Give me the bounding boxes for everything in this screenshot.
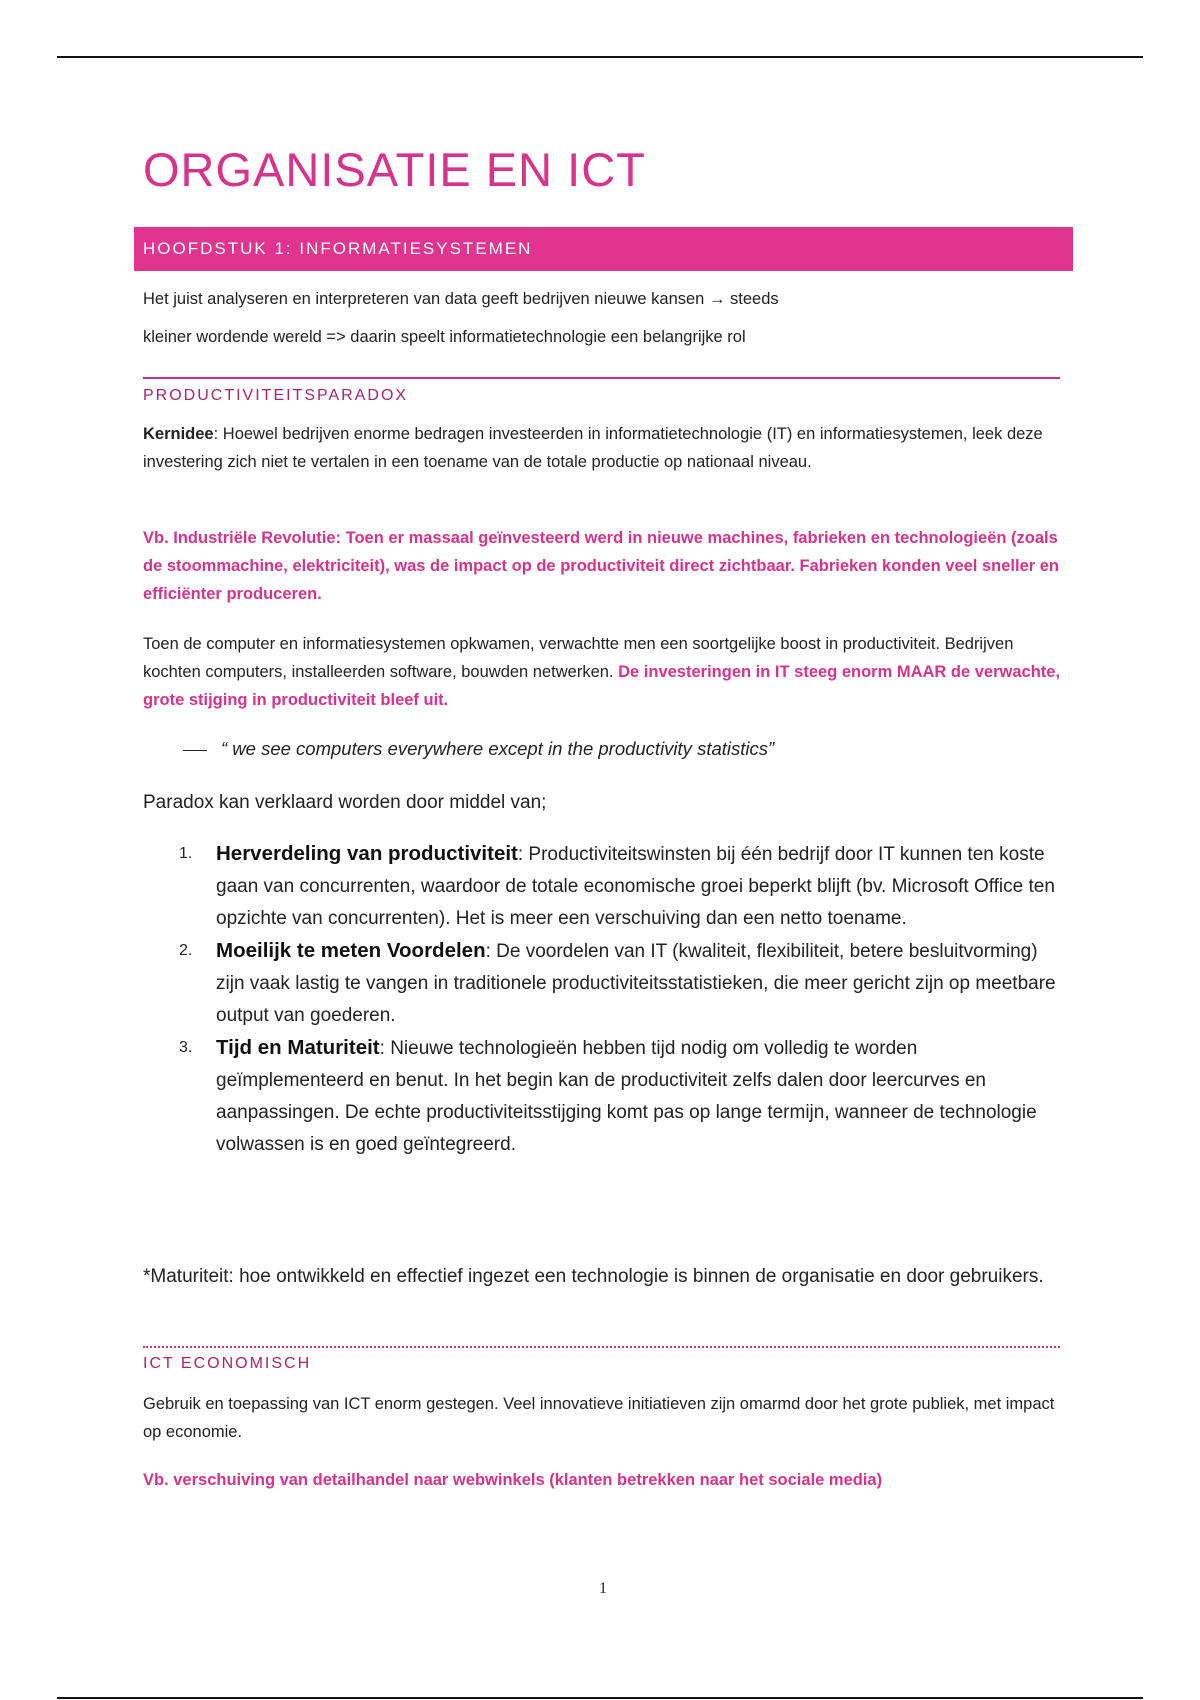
computer-paragraph-text: Toen de computer en informatiesystemen opkwamen, verwachtte men een soortgelijke boost in productiviteit. Bedrijven kochten computers, installeerden software, bouwden netwerken. [143, 635, 1014, 681]
intro-line: Het juist analyseren en interpreteren van data geeft bedrijven nieuwe kansen → steeds [143, 290, 779, 308]
list-item-text: : De voordelen van IT (kwaliteit, flexibiliteit, betere besluitvorming) zijn vaak lastig te vangen in traditionele productiviteitsstatistieken, die meer gericht zijn op meetbare output van goederen. [216, 941, 1056, 1026]
paradox-reasons-list [143, 838, 1063, 1161]
maturiteit-note: *Maturiteit: hoe ontwikkeld en effectief ingezet een technologie is binnen de organisatie en door gebruikers. [143, 1266, 1044, 1287]
example-industriele-revolutie: Vb. Industriële Revolutie: Toen er massaal geïnvesteerd werd in nieuwe machines, fabrieken en technologieën (zoals de stoommachine, elektriciteit), was de impact op de productiviteit direct zichtbaar. Fabrieken konden veel sneller en efficiënter produceren. [143, 529, 1060, 603]
list-item [143, 935, 1063, 1032]
list-item [143, 1032, 1063, 1161]
list-item-term: Tijd en Maturiteit [216, 1036, 380, 1059]
list-item-text: : Productiviteitswinsten bij één bedrijf door IT kunnen ten koste gaan van concurrenten, waardoor de totale economische groei beperkt blijft (bv. Microsoft Office ten opzichte van concurrenten). Het is meer een verschuiving dan een netto toename. [216, 844, 1055, 929]
quote [183, 738, 774, 760]
chapter-heading: HOOFDSTUK 1: INFORMATIESYSTEMEN [134, 227, 1073, 271]
list-item-number: 2. [179, 942, 193, 959]
kernidee-paragraph [143, 420, 1063, 476]
quote-text: “ we see computers everywhere except in the productivity statistics” [221, 738, 775, 759]
list-item-text: : Nieuwe technologieën hebben tijd nodig om volledig te worden geïmplementeerd en benut. In het begin kan de productiviteit zelfs dalen door leercurves en aanpassingen. De echte productiviteitsstijging komt pas op lange termijn, wanneer de technologie volwassen is en goed geïntegreerd. [216, 1038, 1037, 1155]
list-item-term: Herverdeling van productiviteit [216, 842, 518, 865]
paradox-intro: Paradox kan verklaard worden door middel van; [143, 792, 547, 813]
kernidee-text: : Hoewel bedrijven enorme bedragen investeerden in informatietechnologie (IT) en informatiesystemen, leek deze investering zich niet te vertalen in een toename van de totale productie op nationaal niveau. [143, 425, 1043, 471]
page-top-rule [57, 56, 1143, 58]
document-title: ORGANISATIE EN ICT [143, 143, 646, 196]
computer-paragraph [143, 630, 1063, 714]
list-item-number: 3. [179, 1039, 193, 1056]
intro-line: kleiner wordende wereld => daarin speelt informatietechnologie een belangrijke rol [143, 328, 746, 346]
section-divider [143, 377, 1060, 379]
computer-paragraph-highlight: De investeringen in IT steeg enorm MAAR de verwachte, grote stijging in productiviteit bleef uit. [143, 663, 1061, 709]
list-item-term: Moeilijk te meten Voordelen [216, 939, 486, 962]
intro-paragraph [143, 280, 1063, 356]
section-heading-productiviteitsparadox: PRODUCTIVITEITSPARADOX [143, 387, 409, 404]
ict-paragraph: Gebruik en toepassing van ICT enorm gestegen. Veel innovatieve initiatieven zijn omarmd door het grote publiek, met impact op economie. [143, 1395, 1055, 1441]
example-webwinkels: Vb. verschuiving van detailhandel naar webwinkels (klanten betrekken naar het sociale media) [143, 1471, 883, 1489]
kernidee-label: Kernidee [143, 425, 214, 443]
quote-dash [183, 750, 207, 751]
section-heading-ict-economisch: ICT ECONOMISCH [143, 1355, 312, 1372]
list-item [143, 838, 1063, 935]
page-bottom-rule [57, 1697, 1143, 1699]
page-number: 1 [599, 1580, 607, 1597]
list-item-number: 1. [179, 845, 193, 862]
section-divider-dotted [143, 1346, 1060, 1348]
